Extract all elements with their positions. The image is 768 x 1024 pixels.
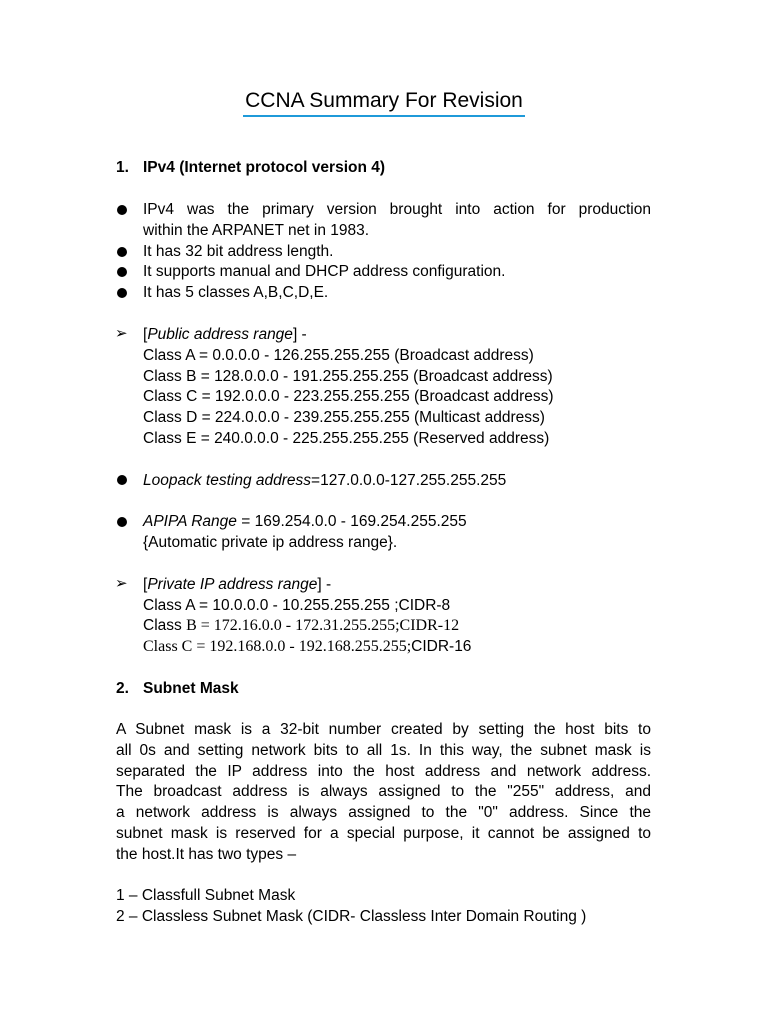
subnet-type-2: 2 – Classless Subnet Mask (CIDR- Classless Inter Domain Routing ) [116, 908, 587, 925]
bullet-dot-icon [117, 267, 127, 277]
apipa-note: {Automatic private ip address range}. [143, 534, 398, 551]
bullet-text-3: It supports manual and DHCP address configuration. [143, 263, 506, 280]
bullet-text-1: IPv4 was the primary version brought into action for production [143, 201, 651, 218]
subnet-type-1: 1 – Classfull Subnet Mask [116, 887, 296, 904]
bullet-text-4: It has 5 classes A,B,C,D,E. [143, 284, 329, 301]
bullet-text-2: It has 32 bit address length. [143, 243, 334, 260]
subnet-paragraph-line-4: The broadcast address is always assigned to the "255" address, and [116, 783, 651, 800]
public-class-a: Class A = 0.0.0.0 - 126.255.255.255 (Broadcast address) [143, 347, 534, 364]
document-title: CCNA Summary For Revision [243, 88, 525, 117]
bullet-dot-icon [117, 288, 127, 298]
public-class-e: Class E = 240.0.0.0 - 225.255.255.255 (Reserved address) [143, 430, 550, 447]
section-1-title: IPv4 (Internet protocol version 4) [143, 159, 386, 176]
apipa-label: APIPA Range [143, 513, 237, 530]
subnet-paragraph-line-7: the host.It has two types – [116, 846, 297, 863]
private-range-label: [Private IP address range] - [143, 576, 332, 593]
public-range-title: Public address range [147, 326, 293, 343]
apipa-value: = 169.254.0.0 - 169.254.255.255 [236, 513, 467, 530]
subnet-paragraph-line-3: separated the IP address into the host address and network address. [116, 763, 651, 780]
public-class-d: Class D = 224.0.0.0 - 239.255.255.255 (Multicast address) [143, 409, 545, 426]
title-block [0, 88, 768, 117]
arrow-bullet-icon: ➢ [115, 575, 128, 592]
section-2-heading [116, 679, 239, 698]
bullet-text-1-cont: within the ARPANET net in 1983. [143, 222, 370, 239]
loopback-label: Loopack testing address [143, 472, 312, 489]
private-range-title: Private IP address range [147, 576, 318, 593]
subnet-paragraph-line-5: a network address is always assigned to the "0" address. Since the [116, 804, 651, 821]
section-1-number: 1. [116, 159, 129, 176]
arrow-bullet-icon: ➢ [115, 325, 128, 342]
apipa-line [143, 512, 467, 531]
bullet-dot-icon [117, 247, 127, 257]
bullet-dot-icon [117, 517, 127, 527]
private-class-c: Class C = 192.168.0.0 - 192.168.255.255;CIDR-16 [143, 638, 472, 655]
subnet-paragraph-line-2: all 0s and setting network bits to all 1s. In this way, the subnet mask is [116, 742, 651, 759]
subnet-paragraph-line-1: A Subnet mask is a 32-bit number created by setting the host bits to [116, 721, 651, 738]
bullet-dot-icon [117, 475, 127, 485]
public-class-b: Class B = 128.0.0.0 - 191.255.255.255 (Broadcast address) [143, 368, 553, 385]
loopback-value: =127.0.0.0-127.255.255.255 [311, 472, 507, 489]
public-range-label: [Public address range] - [143, 326, 307, 343]
public-class-c: Class C = 192.0.0.0 - 223.255.255.255 (Broadcast address) [143, 388, 554, 405]
section-2-title: Subnet Mask [143, 680, 239, 697]
subnet-paragraph-line-6: subnet mask is reserved for a special purpose, it cannot be assigned to [116, 825, 651, 842]
section-1-heading [116, 158, 385, 177]
private-class-b: Class B = 172.16.0.0 - 172.31.255.255;CIDR-12 [143, 617, 460, 634]
loopback-line [143, 471, 506, 490]
private-class-a: Class A = 10.0.0.0 - 10.255.255.255 ;CIDR-8 [143, 597, 451, 614]
bullet-dot-icon [117, 205, 127, 215]
section-2-number: 2. [116, 680, 129, 697]
